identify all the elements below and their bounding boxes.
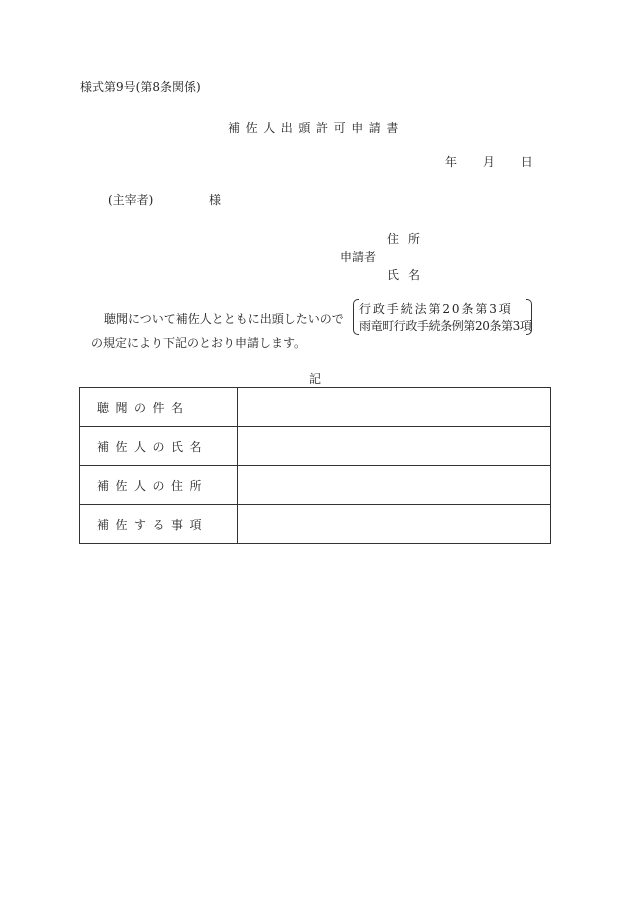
table-row [80, 388, 551, 427]
row-label-assisted-matters: 補佐する事項 [80, 505, 238, 544]
date-month-label: 月 [482, 155, 495, 169]
date-line [445, 155, 533, 169]
row-label-hearing-subject: 聴聞の件名 [80, 388, 238, 427]
body-text-line-1: 聴聞について補佐人とともに出頭したいので [104, 312, 344, 326]
law-option-2: 雨竜町行政手続条例第20条第3項 [359, 319, 532, 333]
addressee-honorific: 様 [209, 193, 222, 207]
applicant-name-label: 氏名 [387, 268, 430, 282]
assistant-address-field[interactable] [238, 466, 551, 505]
row-label-assistant-name: 補佐人の氏名 [80, 427, 238, 466]
assisted-matters-field[interactable] [238, 505, 551, 544]
form-number: 様式第9号(第8条関係) [80, 80, 201, 94]
page-title: 補佐人出頭許可申請書 [228, 121, 405, 135]
date-year-label: 年 [445, 155, 458, 169]
body-text-line-2: の規定により下記のとおり申請します。 [91, 336, 307, 350]
details-table [79, 387, 551, 544]
addressee-chief: (主宰者) [108, 193, 154, 207]
applicant-address-label: 住所 [387, 232, 430, 246]
row-label-assistant-address: 補佐人の住所 [80, 466, 238, 505]
date-day-label: 日 [520, 155, 533, 169]
law-option-1: 行政手続法第20条第3項 [359, 302, 513, 316]
hearing-subject-field[interactable] [238, 388, 551, 427]
note-heading: 記 [309, 372, 322, 386]
table-row [80, 466, 551, 505]
right-brace [526, 299, 532, 335]
table-row [80, 505, 551, 544]
assistant-name-field[interactable] [238, 427, 551, 466]
applicant-label: 申請者 [340, 250, 377, 264]
table-row [80, 427, 551, 466]
